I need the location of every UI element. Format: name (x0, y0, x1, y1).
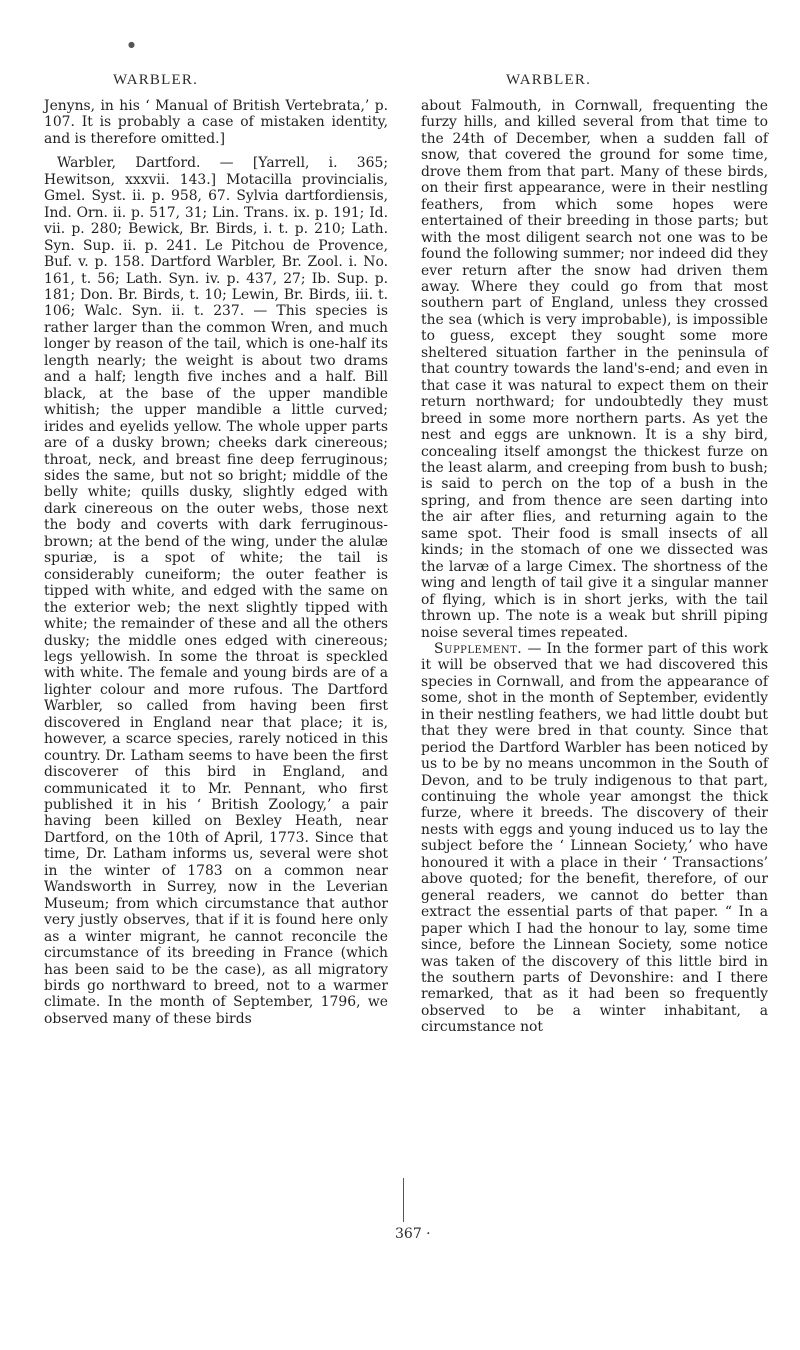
running-head-right: WARBLER. (506, 72, 592, 88)
page-spot-mark: ● (128, 40, 135, 49)
column-rule (403, 1178, 405, 1222)
page-number: 367 · (395, 1226, 431, 1242)
running-head-left: WARBLER. (113, 72, 199, 88)
supplement-label: Supplement. (434, 640, 523, 657)
left-column (44, 98, 388, 1027)
left-paragraph-continuation: Jenyns, in his ‘ Manual of British Vertebrata,’ p. 107. It is probably a case of mistaken identity, and is therefore omitted.] (44, 98, 388, 147)
right-paragraph-continuation: about Falmouth, in Cornwall, frequenting the furzy hills, and killed several from that time to the 24th of December, when a sudden fall of snow, that covered the ground for some time, drove them from that part. Many of these birds, on their first appearance, were in their nestling feathers, from which some hopes were entertained of their breeding in those parts; but with the most diligent search not one was to be found the following summer; nor indeed did they ever return after the snow had driven them away. Where they could go from that most southern part of England, unless they crossed the sea (which is very improbable), is impossible to guess, except they sought some more sheltered situation farther in the peninsula of that country towards the land's-end; and even in that case it was natural to expect them on their return northward; for undoubtedly they must breed in some more northern parts. As yet the nest and eggs are unknown. It is a shy bird, concealing itself amongst the thickest furze on the least alarm, and creeping from bush to bush; is said to perch on the top of a bush in the spring, and from thence are seen darting into the air after flies, and returning again to the same spot. Their food is small insects of all kinds; in the stomach of one we dissected was the larvæ of a large Cimex. The shortness of the wing and length of tail give it a singular manner of flying, which is in short jerks, with the tail thrown up. The note is a weak but shrill piping noise several times repeated. (421, 98, 768, 641)
right-column (421, 98, 768, 1036)
entry-dartford-warbler: Warbler, Dartford. — [Yarrell, i. 365; Hewitson, xxxvii. 143.] Motacilla provincialis, Gmel. Syst. ii. p. 958, 67. Sylvia dartfordiensis, Ind. Orn. ii. p. 517, 31; Lin. Trans. ix. p. 191; Id. vii. p. 280; Bewick, Br. Birds, i. t. p. 210; Lath. Syn. Sup. ii. p. 241. Le Pitchou de Provence, Buf. v. p. 158. Dartford Warbler, Br. Zool. i. No. 161, t. 56; Lath. Syn. iv. p. 437, 27; Ib. Sup. p. 181; Don. Br. Birds, t. 10; Lewin, Br. Birds, iii. t. 106; Walc. Syn. ii. t. 237. — This species is rather larger than the common Wren, and much longer by reason of the tail, which is one-half its length nearly; the weight is about two drams and a half; length five inches and a half. Bill black, at the base of the upper mandible whitish; the upper mandible a little curved; irides and eyelids yellow. The whole upper parts are of a dusky brown; cheeks dark cinereous; throat, neck, and breast fine deep ferruginous; sides the same, but not so bright; middle of the belly white; quills dusky, slightly edged with dark cinereous on the outer webs, those next the body and coverts with dark ferruginous-brown; at the bend of the wing, under the alulæ spuriæ, is a spot of white; the tail is considerably cuneiform; the outer feather is tipped with white, and edged with the same on the exterior web; the next slightly tipped with white; the remainder of these and all the others dusky; the middle ones edged with cinereous; legs yellowish. In some the throat is speckled with white. The female and young birds are of a lighter colour and more rufous. The Dartford Warbler, so called from having been first discovered in England near that place; it is, however, a scarce species, rarely noticed in this country. Dr. Latham seems to have been the first discoverer of this bird in England, and communicated it to Mr. Pennant, who first published it in his ‘ British Zoology,’ a pair having been killed on Bexley Heath, near Dartford, on the 10th of April, 1773. Since that time, Dr. Latham informs us, several were shot in the winter of 1783 on a common near Wandsworth in Surrey, now in the Leverian Museum; from which circumstance that author very justly observes, that if it is found here only as a winter migrant, he cannot reconcile the circumstance of its breeding in France (which has been said to be the case), as all migratory birds go northward to breed, not to a warmer climate. In the month of September, 1796, we observed many of these birds (44, 155, 388, 1027)
supplement-text: — In the former part of this work it will be observed that we had discovered this species in Cornwall, and from the appearance of some, shot in the month of September, evidently in their nestling feathers, we had little doubt but that they were bred in that county. Since that period the Dartford Warbler has been noticed by us to be by no means uncommon in the South of Devon, and to be truly indigenous to that part, continuing the whole year amongst the thick furze, where it breeds. The discovery of their nests with eggs and young induced us to lay the subject before the ‘ Linnean Society,’ who have honoured it with a place in their ‘ Transactions’ above quoted; for the benefit, therefore, of our general readers, we cannot do better than extract the essential parts of that paper. “ In a paper which I had the honour to lay, some time since, before the Linnean Society, some notice was taken of the discovery of this little bird in the southern parts of Devonshire: and I there remarked, that as it had been so frequently observed to be a winter inhabitant, a circumstance not (421, 640, 768, 1036)
supplement-paragraph (421, 641, 768, 1036)
